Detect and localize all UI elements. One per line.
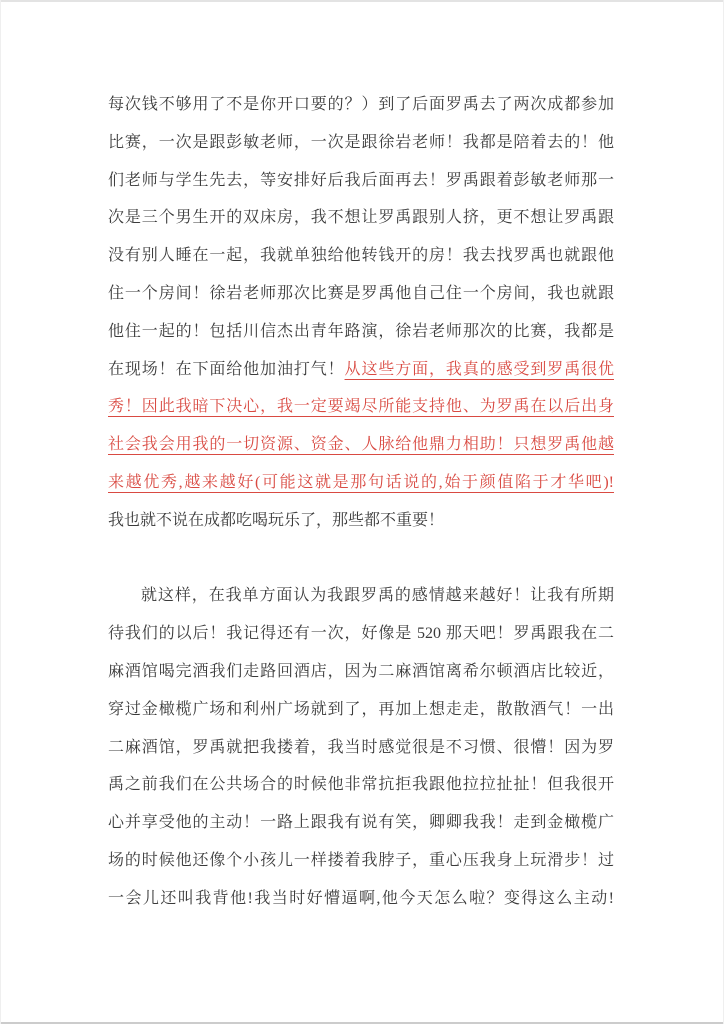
text-line: [108, 691, 614, 729]
body-text-segment: 一会儿还叫我背他!我当时好懵逼啊,他今天怎么啦？变得这么主动!: [108, 889, 614, 907]
body-text-segment: 比赛，一次是跟彭敏老师，一次是跟徐岩老师！我都是陪着去的！他: [108, 133, 614, 151]
body-text-segment: 每次钱不够用了不是你开口要的？）到了后面罗禹去了两次成都参加: [108, 96, 614, 113]
body-text-segment: 在现场！在下面给他加油打气！: [108, 360, 345, 378]
highlighted-red-underlined-text: 社会我会用我的一切资源、资金、人脉给他鼎力相助！只想罗禹他越: [108, 436, 614, 454]
text-line: [108, 615, 614, 653]
body-text-segment: 住一个房间！徐岩老师那次比赛是罗禹他自己住一个房间，我也就跟: [108, 284, 614, 302]
body-text-segment: 场的时候他还像个小孩儿一样搂着我脖子，重心压我身上玩滑步！过: [108, 851, 614, 869]
text-line: [108, 426, 614, 464]
text-line: [108, 464, 614, 502]
text-line: [108, 577, 614, 615]
text-line: [108, 729, 614, 767]
page-top-edge: [0, 0, 724, 2]
body-text-segment: 心并享受他的主动！一路上跟我有说有笑，卿卿我我！走到金橄榄广: [108, 814, 614, 832]
text-line: [108, 388, 614, 426]
text-line: [108, 804, 614, 842]
highlighted-red-underlined-text: 秀！因此我暗下决心，我一定要竭尽所能支持他、为罗禹在以后出身: [108, 398, 614, 416]
body-text-segment: 他住一起的！包括川信杰出青年路演，徐岩老师那次的比赛，我都是: [108, 322, 614, 340]
highlighted-red-underlined-text: 来越优秀,越来越好(可能这就是那句话说的,始于颜值陷于才华吧)!: [108, 473, 614, 491]
text-line: [108, 275, 614, 313]
text-line: [108, 766, 614, 804]
body-text-segment: 我也就不说在成都吃喝玩乐了，那些都不重要！: [108, 511, 445, 529]
text-line: [108, 880, 614, 918]
body-text-segment: 二麻酒馆，罗禹就把我搂着，我当时感觉很是不习惯、很懵！因为罗: [108, 738, 614, 756]
text-line: [108, 502, 614, 540]
text-line: [108, 162, 614, 200]
text-line: [108, 351, 614, 389]
body-text-segment: 禹之前我们在公共场合的时候他非常抗拒我跟他拉拉扯扯！但我很开: [108, 776, 614, 794]
body-text-segment: 就这样，在我单方面认为我跟罗禹的感情越来越好！让我有所期: [141, 587, 614, 605]
page-left-edge: [0, 0, 1, 1024]
paragraph: [108, 86, 614, 540]
text-line: [108, 653, 614, 691]
body-text-segment: 没有别人睡在一起，我就单独给他转钱开的房！我去找罗禹也就跟他: [108, 247, 614, 265]
document-text-area: [108, 86, 614, 918]
text-line: [108, 842, 614, 880]
text-line: [108, 237, 614, 275]
body-text-segment: 次是三个男生开的双床房，我不想让罗禹跟别人挤，更不想让罗禹跟: [108, 209, 614, 227]
body-text-segment: 麻酒馆喝完酒我们走路回酒店，因为二麻酒馆离希尔顿酒店比较近，: [108, 662, 614, 680]
body-text-segment: 穿过金橄榄广场和利州广场就到了，再加上想走走，散散酒气！一出: [108, 700, 614, 718]
body-text-segment: 们老师与学生先去，等安排好后我后面再去！罗禹跟着彭敏老师那一: [108, 171, 614, 189]
paragraph: [108, 577, 614, 917]
highlighted-red-underlined-text: 从这些方面，我真的感受到罗禹很优: [344, 360, 614, 378]
text-line: [108, 86, 614, 124]
text-line: [108, 313, 614, 351]
body-text-segment: 待我们的以后！我记得还有一次，好像是 520 那天吧！罗禹跟我在二: [108, 625, 614, 643]
text-line: [108, 124, 614, 162]
text-line: [108, 199, 614, 237]
